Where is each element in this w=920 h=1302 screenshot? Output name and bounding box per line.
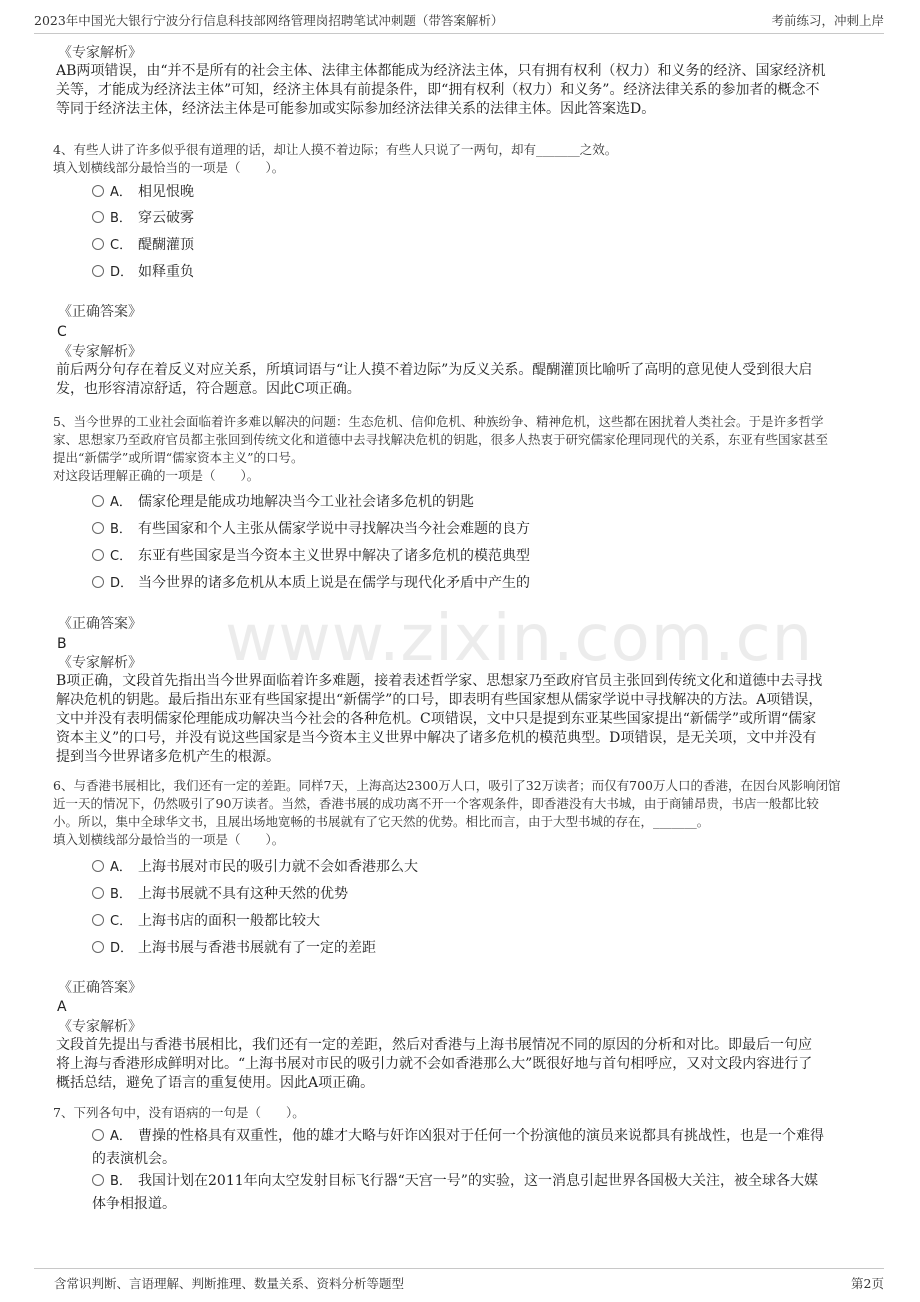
analysis-line: 前后两分句存在着反义对应关系，所填词语与“让人摸不着边际”为反义关系。醍醐灌顶比喻听了高明的意见使人受到很大启	[56, 362, 813, 378]
stem-line: 填入划横线部分最恰当的一项是（ ）。	[53, 832, 285, 847]
question-6-stem	[53, 777, 861, 849]
radio-button[interactable]	[92, 495, 104, 507]
q4-answer: C	[57, 324, 67, 340]
q3-analysis	[56, 62, 864, 119]
q5-answer: B	[57, 636, 67, 652]
question-7-stem	[53, 1104, 861, 1122]
radio-button[interactable]	[92, 1129, 104, 1141]
radio-button[interactable]	[92, 211, 104, 223]
analysis-line: B项正确，文段首先指出当今世界面临着许多难题，接着表述哲学家、思想家乃至政府官员主张回到传统文化和道德中去寻找	[56, 673, 823, 689]
q6-option-a[interactable]: A． 上海书展对市民的吸引力就不会如香港那么大	[92, 855, 872, 880]
document-title: 2023年中国光大银行宁波分行信息科技部网络管理岗招聘笔试冲刺题（带答案解析）	[34, 13, 504, 28]
q4-option-a[interactable]: A． 相见恨晚	[92, 180, 872, 205]
analysis-line: 等同于经济法主体，经济法主体是可能参加或实际参加经济法律关系的法律主体。因此答案选D。	[56, 101, 656, 117]
stem-line: 5、当今世界的工业社会面临着许多难以解决的问题：生态危机、信仰危机、种族纷争、精神危机，这些都在困扰着人类社会。于是许多哲学	[53, 414, 824, 429]
analysis-line: 解决危机的钥匙。最后指出东亚有些国家提出“新儒学”的口号，即表明有些国家想从儒家学说中寻找解决的方法。A项错误，	[56, 692, 823, 708]
q7-option-b[interactable]: B． 我国计划在2011年向太空发射目标飞行器“天宫一号”的实验，这一消息引起世界各国极大关注，被全球各大媒 体争相报道。	[92, 1173, 818, 1212]
q6-option-c[interactable]: C． 上海书店的面积一般都比较大	[92, 909, 872, 934]
header-slogan: 考前练习，冲刺上岸	[771, 13, 884, 28]
stem-line: 6、与香港书展相比，我们还有一定的差距。同样7天，上海高达2300万人口，吸引了32万读者；而仅有700万人口的香港，在因台风影响闭馆	[53, 778, 841, 793]
q6-option-d[interactable]: D． 上海书展与香港书展就有了一定的差距	[92, 936, 872, 961]
radio-button[interactable]	[92, 238, 104, 250]
q5-option-a[interactable]: A． 儒家伦理是能成功地解决当今工业社会诸多危机的钥匙	[92, 490, 872, 515]
stem-line: 7、下列各句中，没有语病的一句是（ ）。	[53, 1105, 305, 1120]
analysis-line: AB两项错误，由“并不是所有的社会主体、法律主体都能成为经济法主体，只有拥有权利（权力）和义务的经济、国家经济机	[56, 63, 826, 79]
stem-line: 家、思想家乃至政府官员都主张回到传统文化和道德中去寻找解决危机的钥匙，很多人热衷于研究儒家伦理同现代的关系，东亚有些国家甚至	[53, 432, 829, 447]
q5-option-d[interactable]: D． 当今世界的诸多危机从本质上说是在儒学与现代化矛盾中产生的	[92, 571, 872, 596]
page-number: 第2页	[851, 1276, 884, 1291]
question-4-stem	[53, 141, 861, 177]
analysis-line: 文段首先提出与香港书展相比，我们还有一定的差距，然后对香港与上海书展情况不同的原因的分析和对比。即最后一句应	[56, 1037, 812, 1053]
analysis-line: 关等，才能成为经济法主体”可知，经济主体具有前提条件，即“拥有权利（权力）和义务”。经济法律关系的参加者的概念不	[56, 82, 820, 98]
radio-button[interactable]	[92, 914, 104, 926]
q5-option-b[interactable]: B． 有些国家和个人主张从儒家学说中寻找解决当今社会难题的良方	[92, 517, 872, 542]
stem-line: 近一天的情况下，仍然吸引了90万读者。当然，香港书展的成功离不开一个客观条件，即香港没有大书城，由于商铺昂贵，书店一般都比较	[53, 796, 819, 811]
stem-line: 填入划横线部分最恰当的一项是（ ）。	[53, 160, 285, 175]
correct-answer-label: 《正确答案》	[58, 980, 142, 996]
correct-answer-label: 《正确答案》	[58, 304, 142, 320]
q4-analysis	[56, 361, 864, 399]
expert-analysis-label: 《专家解析》	[58, 45, 142, 61]
page-footer	[34, 1268, 884, 1294]
analysis-line: 文中并没有表明儒家伦理能成功解决当今社会的各种危机。C项错误，文中只是提到东亚某些国家提出“新儒学”或所谓“儒家	[56, 711, 817, 727]
page-header	[34, 8, 884, 34]
radio-button[interactable]	[92, 860, 104, 872]
radio-button[interactable]	[92, 549, 104, 561]
radio-button[interactable]	[92, 1174, 104, 1186]
analysis-line: 资本主义”的口号，并没有说这些国家是当今资本主义世界中解决了诸多危机的模范典型。D项错误，是无关项，文中并没有	[56, 730, 817, 746]
radio-button[interactable]	[92, 887, 104, 899]
q6-answer: A	[57, 999, 67, 1015]
radio-button[interactable]	[92, 185, 104, 197]
stem-line: 4、有些人讲了许多似乎很有道理的话，却让人摸不着边际；有些人只说了一两句，却有_______之效。	[53, 142, 618, 157]
q4-option-d[interactable]: D． 如释重负	[92, 260, 872, 285]
stem-line: 对这段话理解正确的一项是（ ）。	[53, 468, 260, 483]
analysis-line: 将上海与香港形成鲜明对比。“上海书展对市民的吸引力就不会如香港那么大”既很好地与首句相呼应，又对文段内容进行了	[56, 1056, 813, 1072]
radio-button[interactable]	[92, 576, 104, 588]
analysis-line: 概括总结，避免了语言的重复使用。因此A项正确。	[56, 1075, 375, 1091]
radio-button[interactable]	[92, 941, 104, 953]
analysis-line: 提到当今世界诸多危机产生的根源。	[56, 749, 280, 765]
stem-line: 小。所以，集中全球华文书，且展出场地宽畅的书展就有了它天然的优势。相比而言，由于大型书城的存在，_______。	[53, 814, 710, 829]
q4-option-b[interactable]: B． 穿云破雾	[92, 206, 872, 231]
q5-analysis	[56, 672, 864, 767]
q5-option-c[interactable]: C． 东亚有些国家是当今资本主义世界中解决了诸多危机的模范典型	[92, 544, 872, 569]
q4-option-c[interactable]: C． 醍醐灌顶	[92, 233, 872, 258]
question-5-stem	[53, 413, 861, 485]
analysis-line: 发，也形容清凉舒适，符合题意。因此C项正确。	[56, 381, 361, 397]
expert-analysis-label: 《专家解析》	[58, 344, 142, 360]
expert-analysis-label: 《专家解析》	[58, 655, 142, 671]
stem-line: 提出“新儒学”或所谓“儒家资本主义”的口号。	[53, 450, 304, 465]
correct-answer-label: 《正确答案》	[58, 616, 142, 632]
watermark: www.zixin.com.cn	[225, 602, 814, 676]
q6-option-b[interactable]: B． 上海书展就不具有这种天然的优势	[92, 882, 872, 907]
radio-button[interactable]	[92, 265, 104, 277]
q6-analysis	[56, 1036, 864, 1093]
footer-topics: 含常识判断、言语理解、判断推理、数量关系、资料分析等题型	[54, 1276, 405, 1291]
q7-option-a[interactable]: A． 曹操的性格具有双重性，他的雄才大略与奸诈凶狠对于任何一个扮演他的演员来说都具有挑战性，也是一个难得 的表演机会。	[92, 1128, 824, 1167]
expert-analysis-label: 《专家解析》	[58, 1019, 142, 1035]
radio-button[interactable]	[92, 522, 104, 534]
